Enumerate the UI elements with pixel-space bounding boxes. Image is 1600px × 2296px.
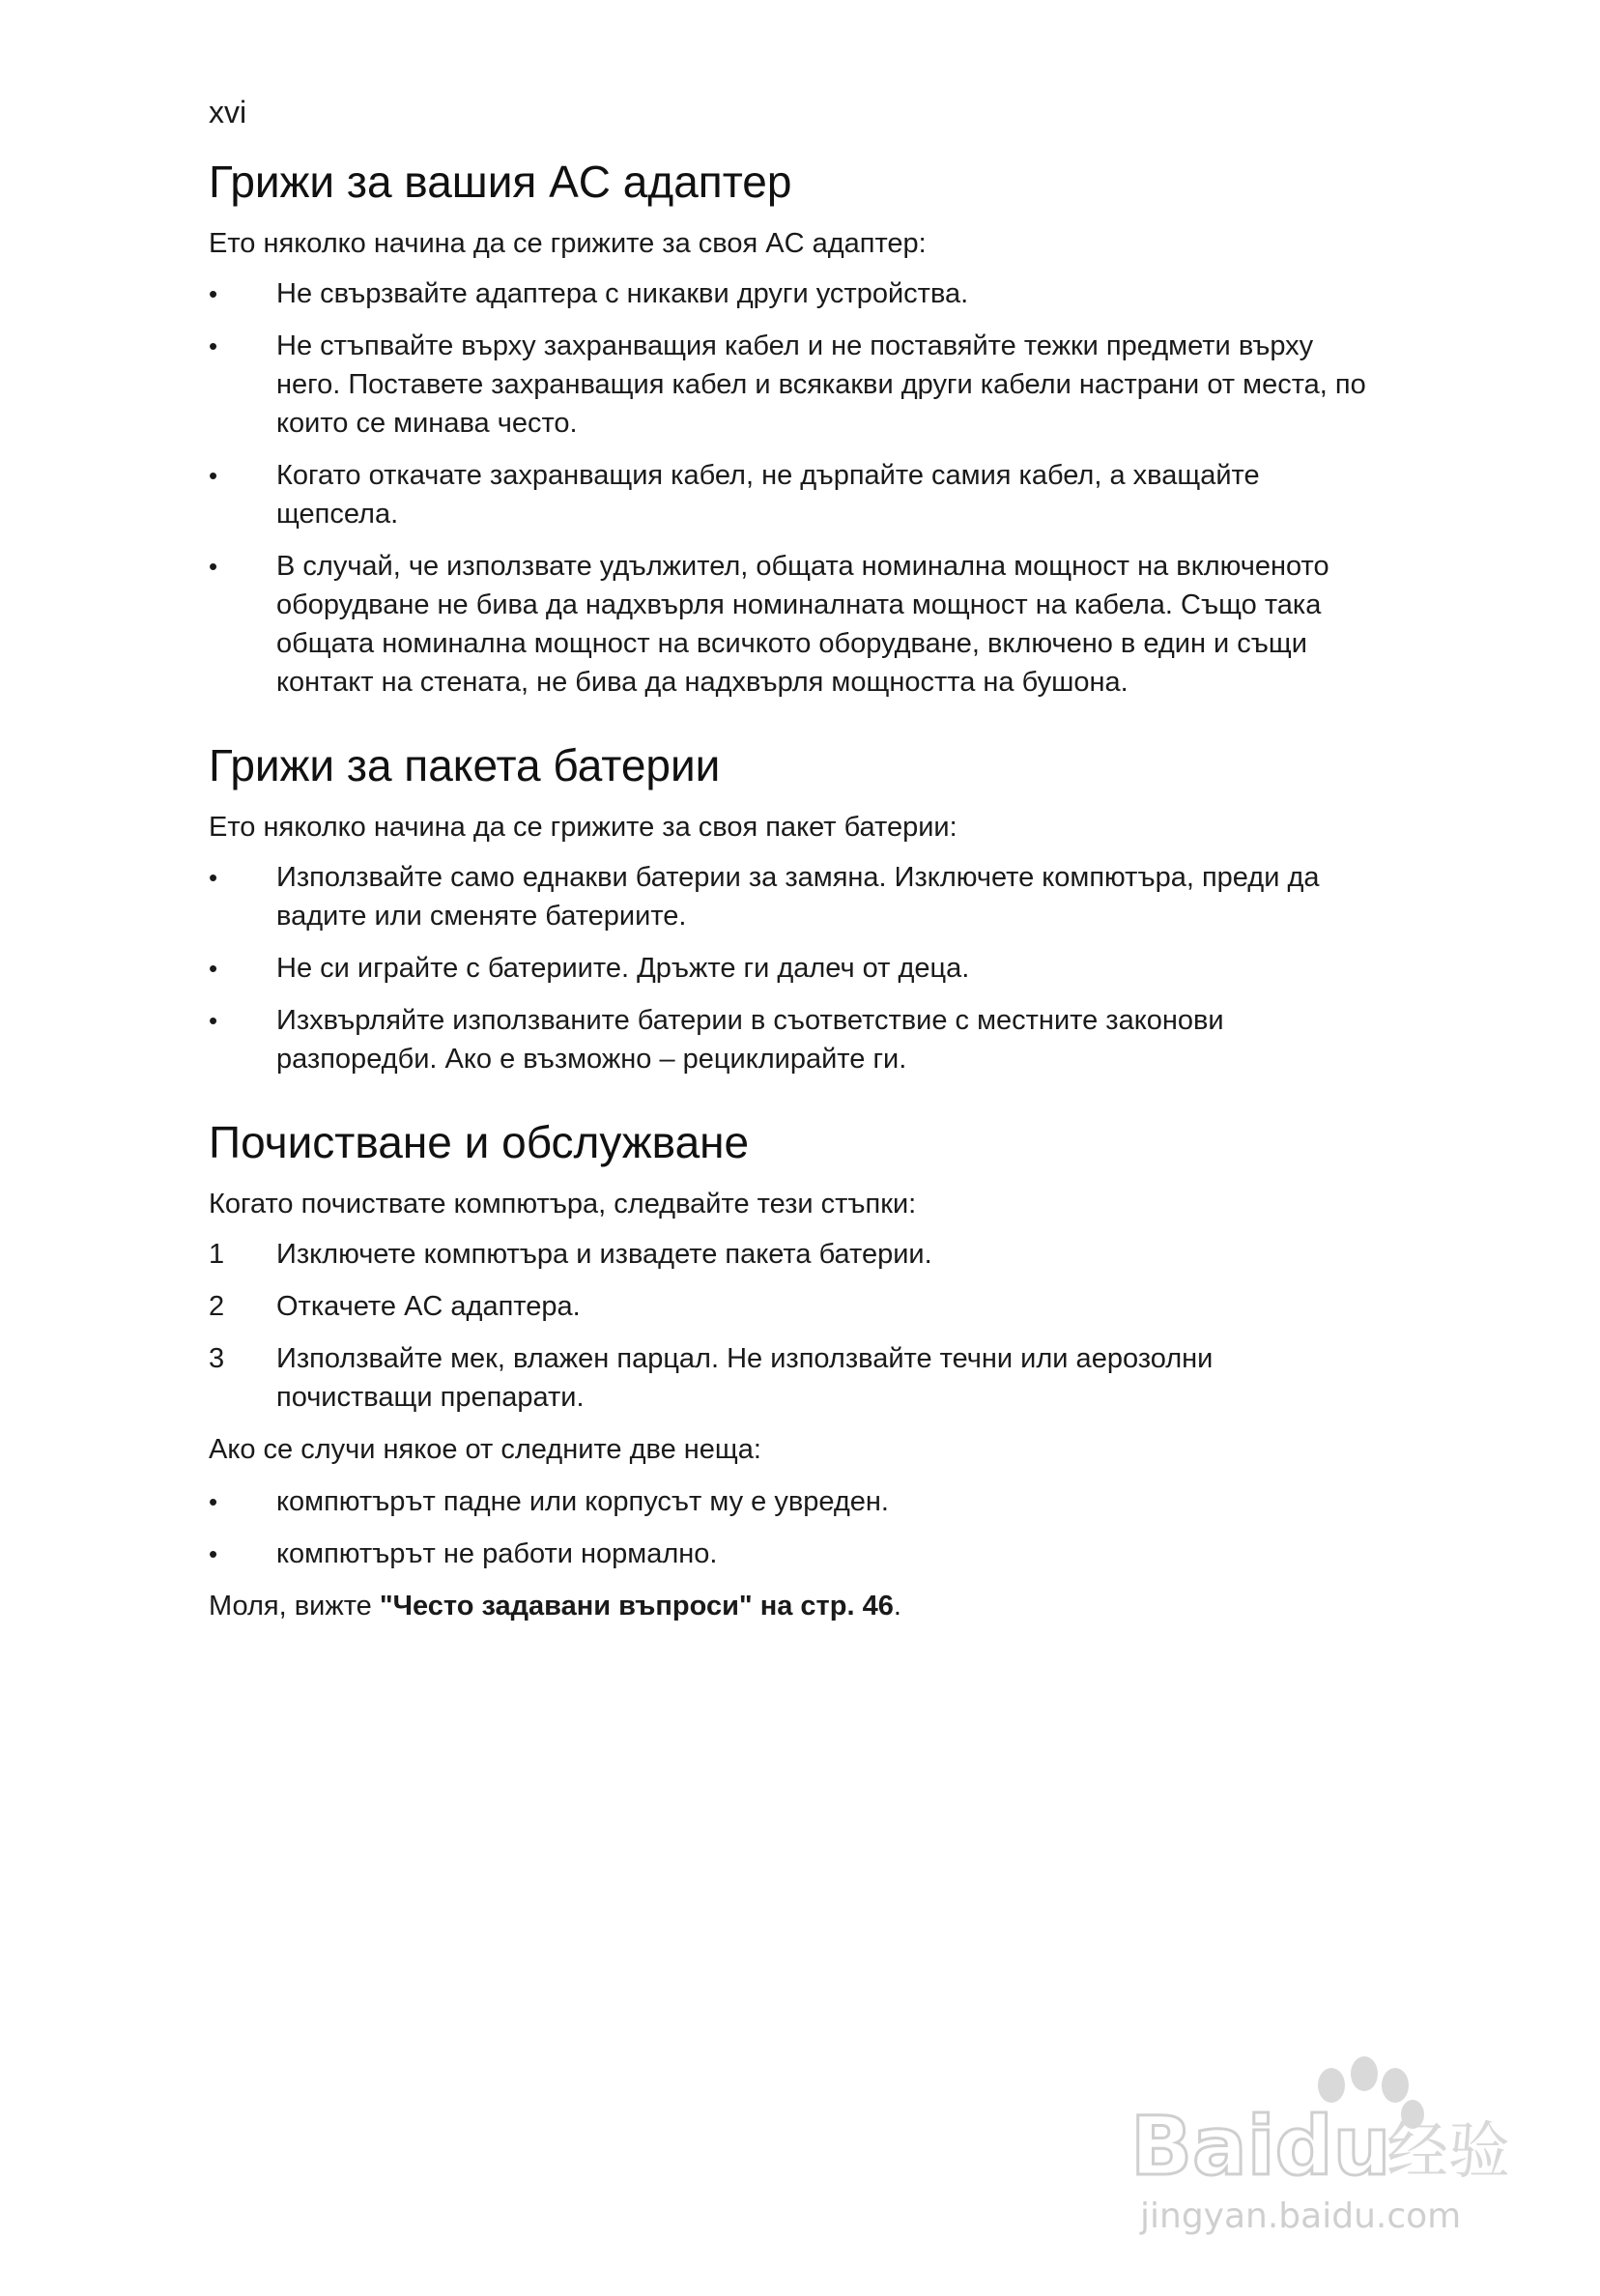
step-text: Откачете AC адаптера.: [276, 1291, 581, 1322]
condition-intro: Ако се случи някое от следните две неща:: [209, 1434, 761, 1465]
bullet-icon: •: [209, 461, 218, 490]
list-item-text: Не си играйте с батериите. Дръжте ги далеч от деца.: [276, 953, 970, 984]
step-item: [209, 1287, 1368, 1326]
faq-reference-link[interactable]: "Често задавани въпроси" на стр. 46: [379, 1591, 894, 1622]
bullet-icon: •: [209, 954, 218, 983]
bullet-icon: •: [209, 552, 218, 581]
step-number: 3: [209, 1343, 225, 1374]
list-item-text: Не свързвайте адаптера с никакви други устройства.: [276, 278, 969, 309]
page-number: xvi: [209, 95, 247, 129]
bullet-list: [209, 858, 1368, 1078]
section-intro: Ето няколко начина да се грижите за своя пакет батерии:: [209, 812, 957, 843]
bullet-icon: •: [209, 863, 218, 892]
section-intro: Ето няколко начина да се грижите за своя AC адаптер:: [209, 228, 927, 259]
numbered-steps: [209, 1235, 1368, 1417]
list-item: [209, 274, 1368, 313]
step-item: [209, 1339, 1368, 1417]
section-battery: [209, 738, 1368, 1078]
watermark-cjk: 经验: [1386, 2116, 1510, 2188]
bullet-icon: •: [209, 331, 218, 360]
bullet-icon: •: [209, 279, 218, 308]
bullet-list: [209, 274, 1368, 702]
step-text: Използвайте мек, влажен парцал. Не използвайте течни или аерозолни почистващи препарати.: [276, 1343, 1214, 1413]
list-item-text: Използвайте само еднакви батерии за замяна. Изключете компютъра, преди да вадите или сменяте батериите.: [276, 862, 1320, 932]
bullet-icon: •: [209, 1006, 218, 1035]
list-item-text: компютърът не работи нормално.: [276, 1538, 718, 1569]
watermark-brand: Baidu: [1130, 2099, 1391, 2194]
watermark-url: jingyan.baidu.com: [1140, 2196, 1462, 2236]
step-number: 1: [209, 1239, 225, 1270]
bullet-icon: •: [209, 1539, 218, 1568]
list-item-text: Изхвърляйте използваните батерии в съответствие с местните законови разпоредби. Ако е възможно – рециклирайте ги.: [276, 1005, 1224, 1075]
list-item: [209, 949, 1368, 988]
list-item: [209, 1001, 1368, 1078]
section-heading-battery: Грижи за пакета батерии: [209, 740, 721, 790]
bullet-icon: •: [209, 1487, 218, 1516]
section-intro: Когато почиствате компютъра, следвайте тези стъпки:: [209, 1189, 917, 1220]
list-item-text: В случай, че използвате удължител, общата номинална мощност на включеното оборудване не бива да надхвърля номиналната мощност на кабела. Също така общата номинална мощност на всичкото оборудване, включено в един и същи контакт на стената, не бива да надхвърля мощността на бушона.: [276, 551, 1329, 698]
document-body: [209, 155, 1368, 1662]
bullet-list: [209, 1482, 1368, 1573]
final-note: [209, 1587, 1368, 1625]
final-note-prefix: Моля, вижте: [209, 1591, 380, 1622]
list-item: [209, 1482, 1368, 1521]
list-item: [209, 1535, 1368, 1573]
list-item-text: Когато откачате захранващия кабел, не дърпайте самия кабел, а хващайте щепсела.: [276, 460, 1260, 530]
list-item: [209, 547, 1368, 702]
step-number: 2: [209, 1291, 225, 1322]
baidu-jingyan-watermark: [1111, 2029, 1517, 2242]
list-item: [209, 858, 1368, 935]
list-item: [209, 456, 1368, 533]
list-item-text: компютърът падне или корпусът му е увреден.: [276, 1486, 889, 1517]
step-text: Изключете компютъра и извадете пакета батерии.: [276, 1239, 932, 1270]
section-cleaning: [209, 1115, 1368, 1625]
section-ac-adapter: [209, 155, 1368, 702]
final-note-suffix: .: [893, 1591, 901, 1622]
section-heading-cleaning: Почистване и обслужване: [209, 1117, 750, 1167]
list-item: [209, 327, 1368, 443]
section-heading-ac-adapter: Грижи за вашия AC адаптер: [209, 157, 792, 207]
step-item: [209, 1235, 1368, 1274]
list-item-text: Не стъпвайте върху захранващия кабел и не поставяйте тежки предмети върху него. Поставете захранващия кабел и всякакви други кабели настрани от места, по които се минава често.: [276, 330, 1366, 439]
